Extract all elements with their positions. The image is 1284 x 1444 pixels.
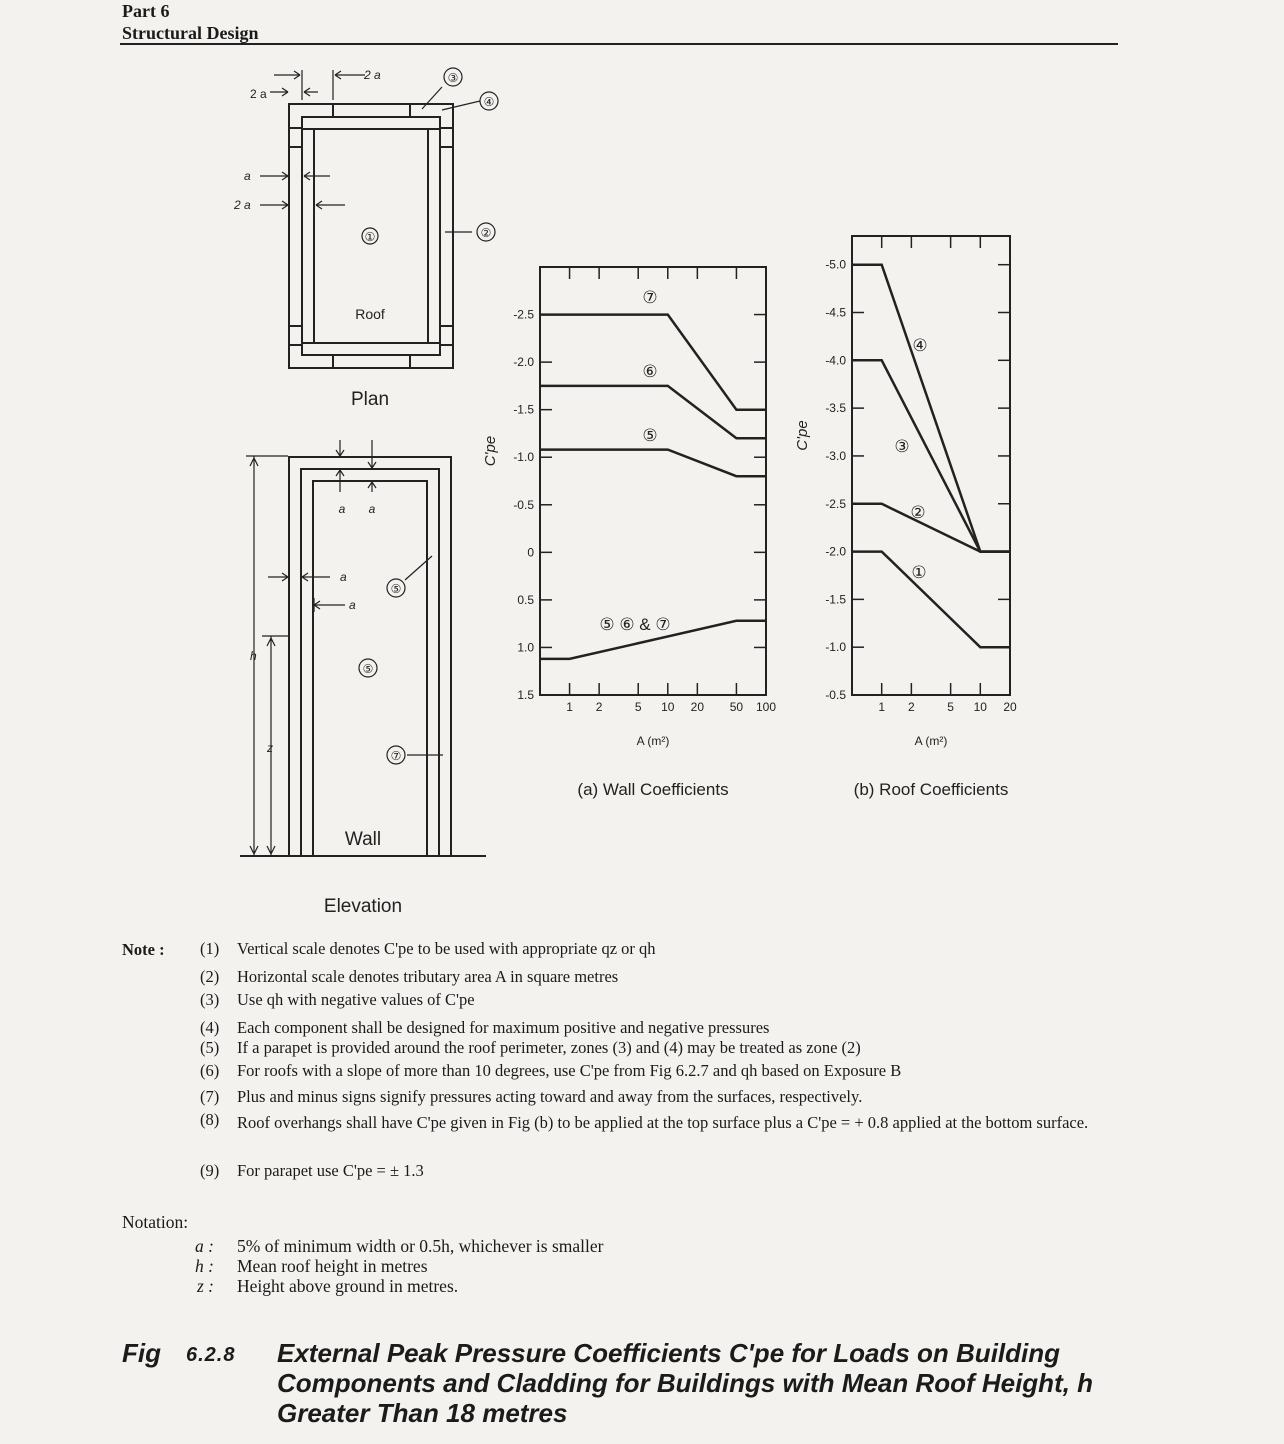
y-tick-label: -4.5: [825, 305, 846, 320]
plan-zone-1: ①: [364, 230, 376, 244]
plot-frame: [852, 236, 1010, 695]
y-tick-label: -1.0: [825, 640, 846, 655]
y-tick-label: -2.0: [513, 355, 534, 370]
elev-dim-a3: a: [340, 570, 347, 584]
x-tick-label: 100: [755, 700, 777, 714]
x-tick-label: 5: [634, 700, 642, 714]
y-tick-label: 0: [527, 545, 534, 560]
series-label: ⑦: [642, 288, 658, 307]
plan-dim-2a-left: 2 a: [250, 87, 267, 101]
roof-coefficients-chart: [794, 236, 1017, 799]
plan-dim-2a-side: 2 a: [234, 198, 251, 212]
series-line: [852, 360, 1010, 551]
y-tick-label: -3.5: [825, 401, 846, 416]
caption-title: External Peak Pressure Coefficients C'pe for Loads on Building Components and Cladding for Buildings with Mean Roof Height, h Greater Than 18 metres: [277, 1338, 1094, 1428]
x-axis-label: A (m²): [914, 734, 948, 748]
plan-dim-a: a: [244, 169, 251, 183]
series-label: ①: [911, 563, 927, 582]
elev-zone-5a: ⑤: [390, 582, 402, 596]
elev-dim-a2: a: [368, 502, 376, 516]
note-item: (4) Each component shall be designed for maximum positive and negative pressures: [200, 1018, 770, 1037]
y-tick-label: -4.0: [825, 353, 846, 368]
x-tick-label: 2: [595, 700, 603, 714]
chart-title: (b) Roof Coefficients: [853, 780, 1009, 799]
y-tick-label: -1.5: [825, 592, 846, 607]
note-item: (3) Use qh with negative values of C'pe: [200, 990, 475, 1009]
elev-dim-z: z: [267, 741, 273, 755]
notation-label: Notation:: [122, 1212, 189, 1232]
x-tick-label: 20: [1003, 700, 1017, 714]
caption-number: 6.2.8: [186, 1344, 236, 1366]
note-item: (7) Plus and minus signs signify pressures acting toward and away from the surfaces, respectively.: [200, 1087, 863, 1106]
plan-diagram: [260, 68, 498, 368]
plan-zone-4: ④: [483, 95, 495, 109]
series-line: [852, 504, 1010, 552]
series-label: ③: [894, 437, 910, 456]
y-tick-label: 1.5: [517, 688, 534, 702]
plan-title: Plan: [350, 389, 390, 410]
x-tick-label: 50: [729, 700, 744, 714]
elevation-title: Elevation: [323, 896, 403, 917]
elevation-diagram: [240, 440, 486, 856]
x-tick-label: 1: [566, 700, 573, 714]
x-tick-label: 2: [908, 700, 915, 714]
series-label: ⑤: [642, 426, 658, 445]
y-tick-label: -5.0: [825, 257, 846, 272]
series-label: ②: [910, 503, 926, 522]
wall-label: Wall: [344, 829, 382, 850]
y-tick-label: -1.5: [513, 402, 534, 417]
series-line: [852, 265, 1010, 552]
series-label: ④: [912, 336, 928, 355]
x-tick-label: 10: [973, 700, 987, 714]
x-tick-label: 20: [690, 700, 705, 714]
plan-zone-3: ③: [447, 71, 459, 85]
notes-label: Note :: [122, 940, 165, 959]
series-label: ⑥: [642, 362, 658, 381]
note-item: (9) For parapet use C'pe = ± 1.3: [200, 1161, 424, 1180]
plan-dim-2a-top: 2 a: [364, 68, 381, 82]
note-item: (8) Roof overhangs shall have C'pe given in Fig (b) to be applied at the top surface plus a C'pe = + 0.8 applied at the bottom surface.: [200, 1110, 1089, 1132]
x-tick-label: 10: [661, 700, 675, 714]
note-item: (1) Vertical scale denotes C'pe to be used with appropriate qz or qh: [200, 939, 656, 958]
series-label: ⑤ ⑥ & ⑦: [599, 615, 671, 634]
y-tick-label: 1.0: [517, 640, 534, 655]
note-item: (5) If a parapet is provided around the roof perimeter, zones (3) and (4) may be treated as zone (2): [200, 1038, 861, 1057]
elev-dim-a1: a: [338, 502, 346, 516]
x-axis-label: A (m²): [636, 734, 670, 748]
wall-coefficients-chart: [482, 267, 776, 799]
part-label: Part 6: [122, 1, 170, 21]
y-tick-label: -2.5: [513, 307, 534, 322]
elev-dim-h: h: [250, 649, 257, 663]
section-label: Structural Design: [122, 23, 259, 43]
y-tick-label: -3.0: [825, 448, 846, 463]
caption-fig: Fig: [122, 1338, 161, 1368]
note-item: (6) For roofs with a slope of more than 10 degrees, use C'pe from Fig 6.2.7 and qh based on Exposure B: [200, 1061, 902, 1080]
y-tick-label: -2.5: [825, 496, 846, 511]
x-tick-label: 1: [878, 700, 886, 714]
series-line: [852, 552, 1010, 648]
plan-zone-2: ②: [480, 226, 492, 240]
note-item: (2) Horizontal scale denotes tributary area A in square metres: [200, 967, 619, 986]
x-tick-label: 5: [947, 700, 954, 714]
y-tick-label: -0.5: [513, 497, 534, 512]
elev-zone-5b: ⑤: [362, 662, 374, 676]
y-tick-label: -2.0: [825, 544, 846, 559]
y-tick-label: -1.0: [513, 450, 534, 465]
y-axis-label: C'pe: [482, 435, 499, 467]
y-tick-label: 0.5: [517, 592, 534, 607]
elev-dim-a4: a: [349, 598, 356, 612]
roof-label: Roof: [355, 306, 385, 322]
elev-zone-7: ⑦: [390, 749, 402, 763]
chart-title: (a) Wall Coefficients: [577, 780, 729, 799]
y-axis-label: C'pe: [794, 420, 811, 451]
series-line: [540, 450, 766, 477]
y-tick-label: -0.5: [825, 688, 846, 702]
